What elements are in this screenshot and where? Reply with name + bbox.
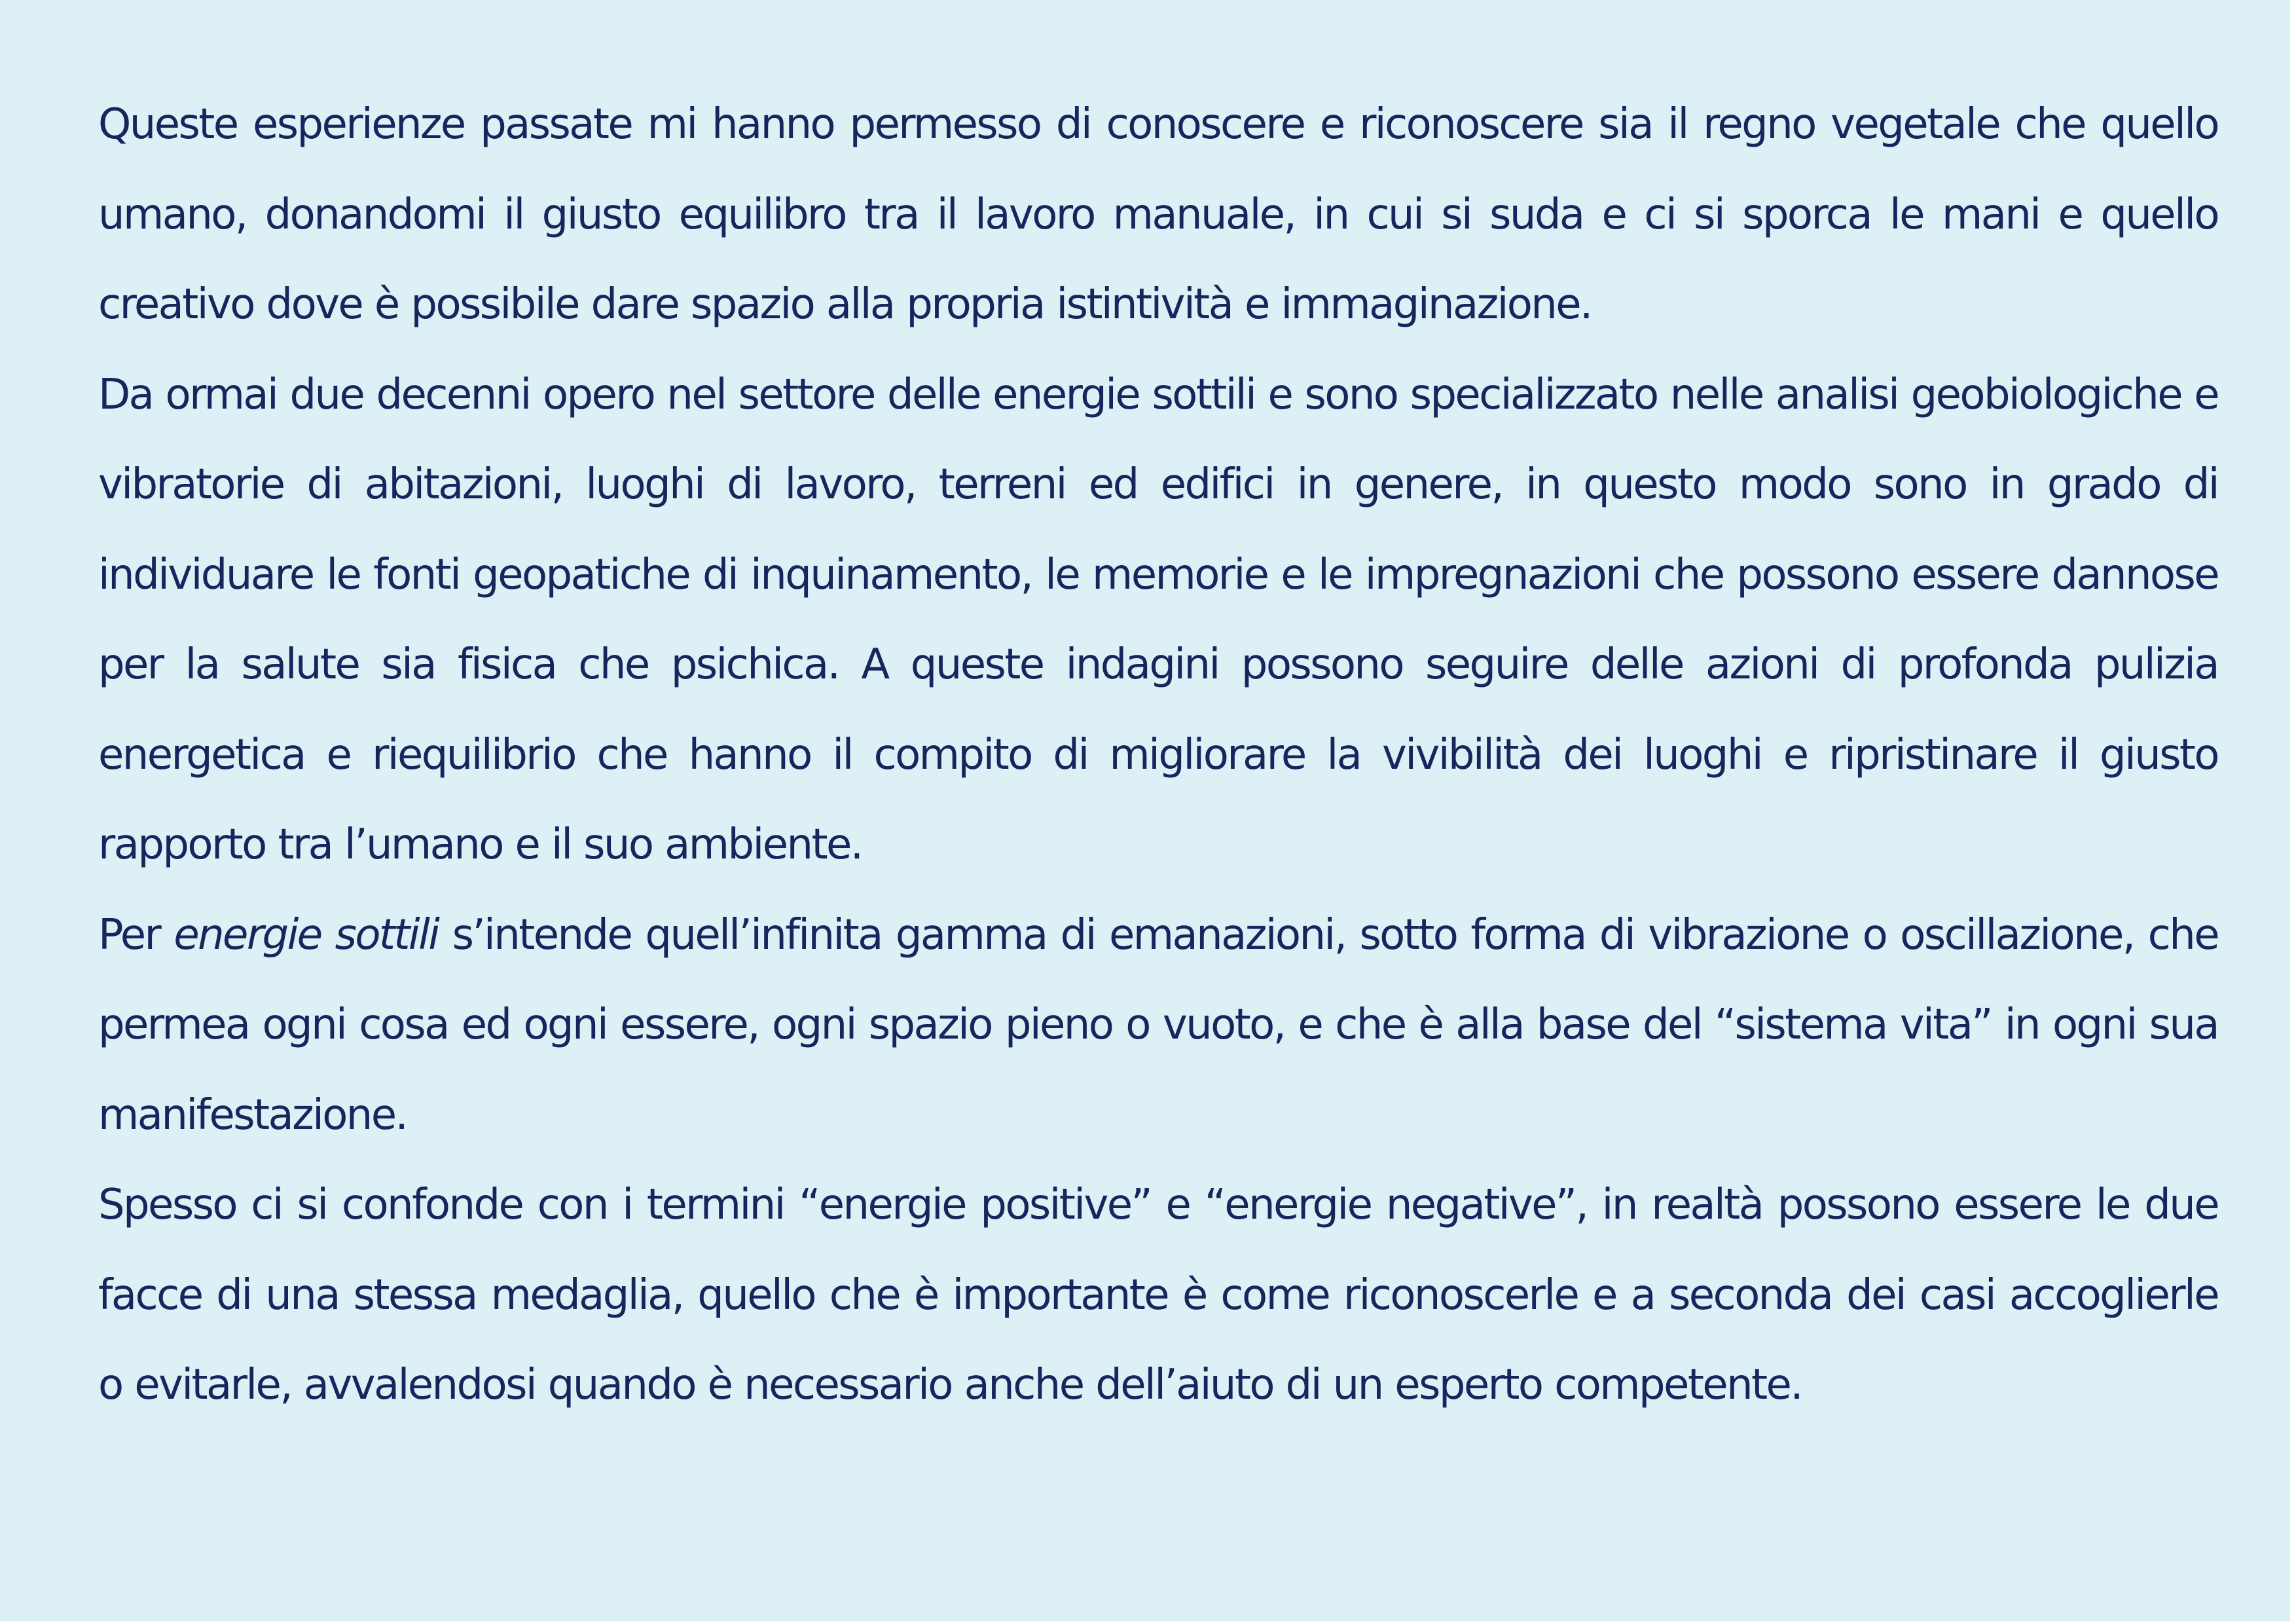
paragraph-subtle-energies	[98, 891, 2218, 1161]
paragraph-positive-negative: Spesso ci si confonde con i termini “energie positive” e “energie negative”, in realtà possono essere le due facce di una stessa medaglia, quello che è importante è come riconoscerle e a seconda dei casi accoglierle o evitarle, avvalendosi quando è necessario anche dell’aiuto di un esperto competente.	[98, 1181, 2218, 1409]
subtle-energies-emphasis: energie sottili	[173, 910, 439, 959]
paragraph-subtle-energies-suffix: s’intende quell’infinita gamma di emanazioni, sotto forma di vibrazione o oscillazione, che permea ogni cosa ed ogni essere, ogni spazio pieno o vuoto, e che è alla base del “sistema vita” in ogni sua manifestazione.	[98, 910, 2218, 1139]
paragraph-experiences: Queste esperienze passate mi hanno permesso di conoscere e riconoscere sia il regno vegetale che quello umano, donandomi il giusto equilibro tra il lavoro manuale, in cui si suda e ci si sporca le mani e quello creativo dove è possibile dare spazio alla propria istintività e immaginazione.	[98, 100, 2218, 329]
paragraph-geobiology: Da ormai due decenni opero nel settore delle energie sottili e sono specializzato nelle analisi geobiologiche e vibratorie di abitazioni, luoghi di lavoro, terreni ed edifici in genere, in questo modo sono in grado di individuare le fonti geopatiche di inquinamento, le memorie e le impregnazioni che possono essere dannose per la salute sia fisica che psichica. A queste indagini possono seguire delle azioni di profonda pulizia energetica e riequilibrio che hanno il compito di migliorare la vivibilità dei luoghi e ripristinare il giusto rapporto tra l’umano e il suo ambiente.	[98, 370, 2218, 869]
document-body	[98, 80, 2218, 1431]
paragraph-subtle-energies-prefix: Per	[98, 910, 174, 959]
